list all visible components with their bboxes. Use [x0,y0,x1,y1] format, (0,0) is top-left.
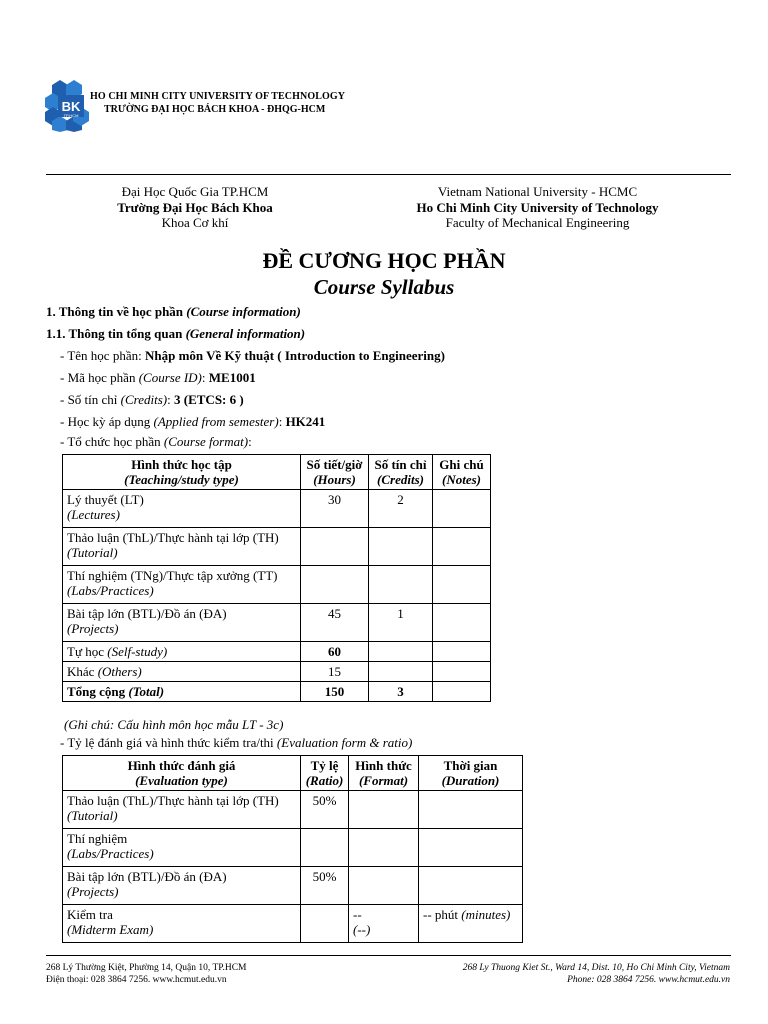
table-header: Tỷ lệ (Ratio) [301,756,349,791]
institution-vn-line: Trường Đại Học Bách Khoa [117,199,273,215]
table-cell-duration [419,867,523,905]
colon: : [278,414,286,429]
table-cell-credits: 1 [369,604,433,642]
table-cell-type: Bài tập lớn (BTL)/Đồ án (ĐA) (Projects) [63,604,301,642]
document-title-vn: ĐỀ CƯƠNG HỌC PHẦN [262,248,506,273]
credits-line [60,392,244,408]
table-cell-duration [419,829,523,867]
table-cell-format [349,791,419,829]
table-cell-notes [433,662,491,682]
table-cell-format: -- (--) [349,905,419,943]
table-cell-type: Bài tập lớn (BTL)/Đồ án (ĐA) (Projects) [63,867,301,905]
colon: : [201,370,209,385]
table-cell-notes [433,490,491,528]
table-cell-type: Thí nghiệm (TNg)/Thực tập xưởng (TT) (Labs/Practices) [63,566,301,604]
table-header: Số tiết/giờ (Hours) [301,455,369,490]
header-divider [46,174,731,175]
table-row [63,528,491,566]
footer-phone: Phone: 028 3864 7256. www.hcmut.edu.vn [567,975,730,985]
table-cell-type: Thảo luận (ThL)/Thực hành tại lớp (TH) (Tutorial) [63,791,301,829]
table-header-row [63,756,523,791]
table-row [63,642,491,662]
table-header: Thời gian (Duration) [419,756,523,791]
institution-en-line: Ho Chi Minh City University of Technology [416,199,659,215]
table-cell-ratio: 50% [301,867,349,905]
table-row [63,490,491,528]
document-title-en: Course Syllabus [313,275,455,299]
table-cell-notes [433,604,491,642]
table-cell-hours: 60 [301,642,369,662]
table-cell-hours: 30 [301,490,369,528]
table-note: (Ghi chú: Cấu hình môn học mẫu LT - 3c) [64,717,284,732]
table-cell-ratio [301,905,349,943]
course-format-table [62,454,491,702]
table-cell-type: Khác (Others) [63,662,301,682]
table-cell-hours [301,528,369,566]
semester-value: HK241 [285,414,326,429]
course-name-label: - Tên học phần: [60,348,145,363]
sub-section-heading-en: (General information) [185,326,306,341]
evaluation-line [60,735,412,751]
table-cell-credits: 3 [369,682,433,702]
table-cell-duration: -- phút (minutes) [419,905,523,943]
footer-address: 268 Lý Thường Kiệt, Phường 14, Quận 10, TP.HCM [46,963,247,973]
table-header: Hình thức đánh giá (Evaluation type) [63,756,301,791]
institution-en [380,184,695,231]
course-id-line [60,370,256,386]
institution-en-line: Faculty of Mechanical Engineering [445,215,630,230]
footer-divider [46,955,731,956]
table-cell-type: Tổng cộng (Total) [63,682,301,702]
table-cell-notes [433,642,491,662]
section-heading-en: (Course information) [186,304,301,319]
footer-vn [46,962,247,986]
course-format-line [60,434,252,450]
table-cell-type: Kiểm tra (Midterm Exam) [63,905,301,943]
table-cell-type: Thảo luận (ThL)/Thực hành tại lớp (TH) (Tutorial) [63,528,301,566]
university-header [44,78,744,134]
table-row [63,566,491,604]
table-cell-credits [369,528,433,566]
table-cell-hours: 45 [301,604,369,642]
table-cell-ratio [301,829,349,867]
table-cell-credits [369,662,433,682]
table-row [63,829,523,867]
course-id-value: ME1001 [208,370,256,385]
credits-label-en: (Credits) [120,392,168,407]
table-row [63,604,491,642]
university-name-en: HO CHI MINH CITY UNIVERSITY OF TECHNOLOGY [90,91,346,102]
table-header-row [63,455,491,490]
table-cell-type: Tự học (Self-study) [63,642,301,662]
table-cell-notes [433,682,491,702]
semester-line [60,414,325,430]
footer-phone: Điện thoại: 028 3864 7256. www.hcmut.edu.vn [46,975,227,985]
table-header: Số tín chỉ (Credits) [369,455,433,490]
table-cell-format [349,867,419,905]
course-format-label-en: (Course format) [163,434,249,449]
table-total-row [63,682,491,702]
table-cell-type: Lý thuyết (LT) (Lectures) [63,490,301,528]
sub-section-heading [46,326,305,342]
credits-label: - Số tín chỉ [60,392,121,407]
institution-en-line: Vietnam National University - HCMC [437,184,638,199]
colon: : [167,392,175,407]
table-cell-hours: 150 [301,682,369,702]
svg-text:TP.HCM: TP.HCM [63,113,79,118]
table-cell-format [349,829,419,867]
course-format-label: - Tổ chức học phần [60,434,164,449]
table-cell-ratio: 50% [301,791,349,829]
evaluation-label: - Tỷ lệ đánh giá và hình thức kiểm tra/thi [60,735,277,750]
table-cell-duration [419,791,523,829]
table-cell-credits: 2 [369,490,433,528]
semester-label-en: (Applied from semester) [153,414,279,429]
section-heading [46,304,301,320]
table-row [63,791,523,829]
table-row [63,867,523,905]
footer-en [463,962,730,986]
university-logo [44,78,100,132]
university-name-vn: TRƯỜNG ĐẠI HỌC BÁCH KHOA - ĐHQG-HCM [104,104,326,115]
svg-text:BK: BK [61,99,81,114]
sub-section-heading-text: 1.1. Thông tin tổng quan [46,326,183,341]
colon: : [248,434,252,449]
table-cell-hours [301,566,369,604]
evaluation-table [62,755,523,943]
table-header: Hình thức (Format) [349,756,419,791]
table-cell-hours: 15 [301,662,369,682]
evaluation-label-en: (Evaluation form & ratio) [276,735,413,750]
table-header: Hình thức học tập (Teaching/study type) [63,455,301,490]
footer-address: 268 Ly Thuong Kiet St., Ward 14, Dist. 10, Ho Chi Minh City, Vietnam [462,963,730,973]
table-row [63,905,523,943]
institution-vn [80,184,310,231]
course-name-value: Nhập môn Về Kỹ thuật ( Introduction to Engineering) [144,348,445,363]
table-cell-type: Thí nghiệm (Labs/Practices) [63,829,301,867]
institution-vn-line: Đại Học Quốc Gia TP.HCM [121,184,269,199]
table-cell-notes [433,528,491,566]
table-header: Ghi chú (Notes) [433,455,491,490]
credits-value: 3 (ETCS: 6 ) [174,392,244,407]
table-cell-credits [369,566,433,604]
table-cell-credits [369,642,433,662]
institution-vn-line: Khoa Cơ khí [161,215,229,230]
table-row [63,662,491,682]
table-cell-notes [433,566,491,604]
section-heading-text: 1. Thông tin về học phần [46,304,184,319]
course-id-label: - Mã học phần [60,370,139,385]
semester-label: - Học kỳ áp dụng [60,414,154,429]
course-name-line [60,348,445,364]
course-id-label-en: (Course ID) [138,370,202,385]
